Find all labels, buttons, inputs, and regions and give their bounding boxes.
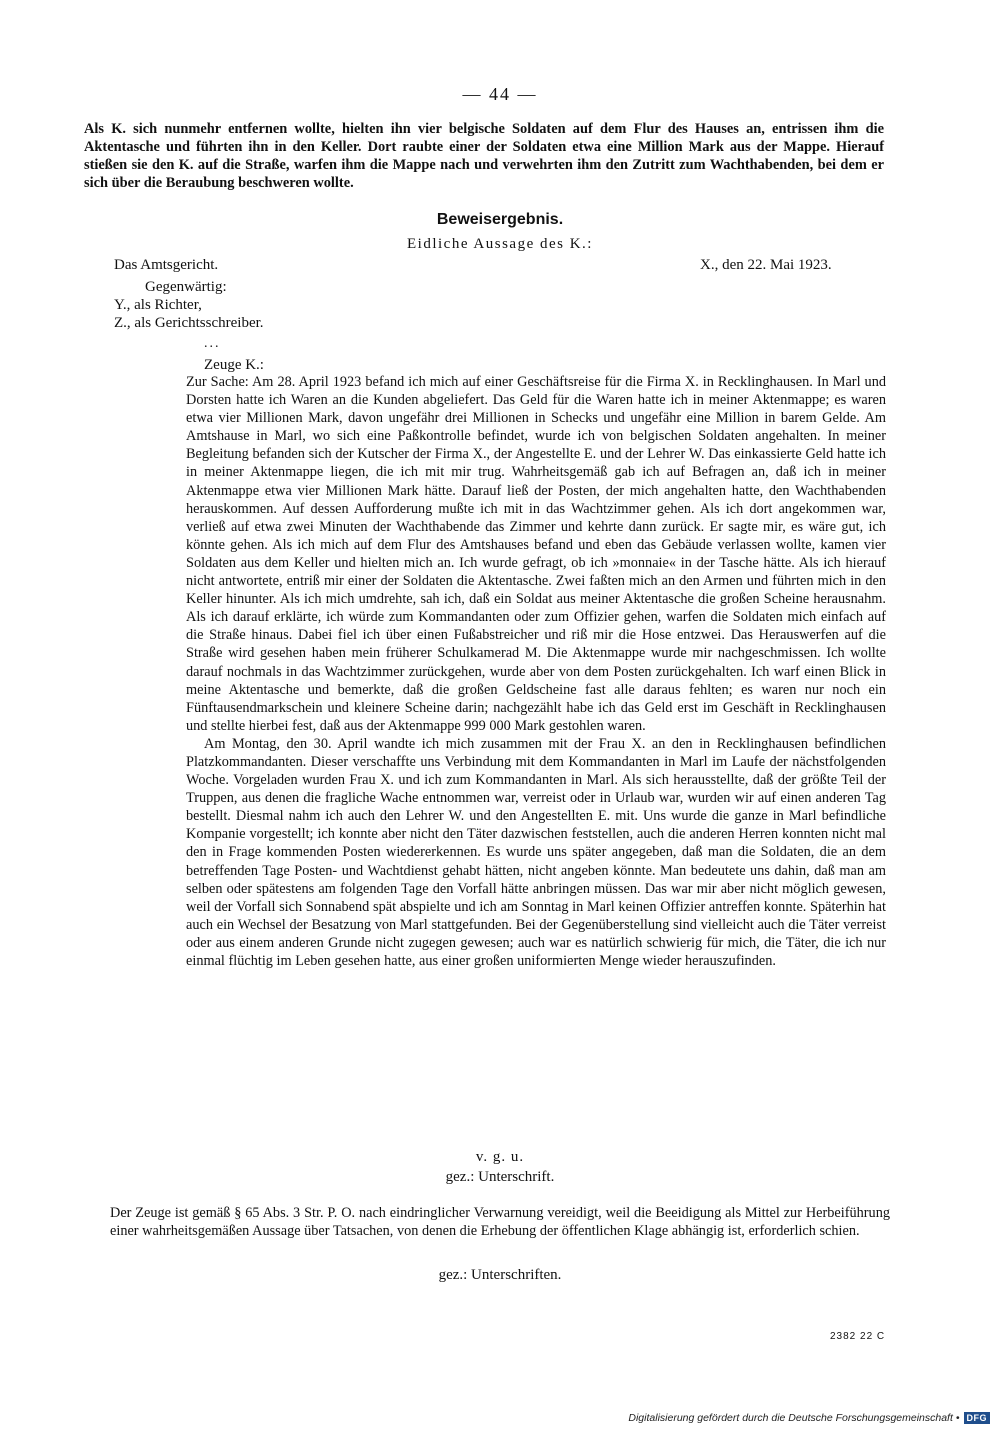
signatures-line: gez.: Unterschriften. [438,1267,562,1283]
intro-paragraph: Als K. sich nunmehr entfernen wollte, hielten ihn vier belgische Soldaten auf dem Flur des Hauses an, entrissen ihm die Aktentasche und führten ihn in den Keller. Dort raubte einer der Soldaten etwa eine Million Mark aus der Mappe. Hierauf stießen sie den K. auf die Straße, warfen ihm die Mappe nach und verwehrten ihm den Zutritt zum Wachthabenden, bei dem er sich über die Beraubung beschweren wollte. [84,121,884,191]
clerk-line: Z., als Gerichtsschreiber. [114,315,264,331]
section-heading: Beweisergebnis. [436,211,564,228]
digitization-footer [628,1412,990,1424]
dfg-logo: DFG [964,1412,991,1424]
testimony-body [186,373,886,970]
footer-text: Digitalisierung gefördert durch die Deutsche Forschungsgemeinschaft • [628,1412,960,1424]
judge-line: Y., als Richter, [114,297,202,313]
read-approved-signed: v. g. u. [475,1149,525,1165]
document-date: X., den 22. Mai 1923. [700,257,832,273]
closing-paragraph: Der Zeuge ist gemäß § 65 Abs. 3 Str. P. O. nach eindringlicher Verwarnung vereidigt, weil die Beeidigung als Mittel zur Herbeiführung einer wahrheitsgemäßen Aussage über Tatsachen, von denen die Erhebung der öffentlichen Klage abhängig ist, erforderlich schien. [110,1205,890,1239]
section-subheading: Eidliche Aussage des K.: [407,236,593,252]
testimony-paragraph: Am Montag, den 30. April wandte ich mich zusammen mit der Frau X. an den in Recklinghausen befindlichen Platzkommandanten. Dieser verschaffte uns Verbindung mit dem Kommandanten in Marl im Laufe der nächstfolgenden Woche. Vorgeladen wurden Frau X. und ich zum Kommandanten in Marl. Als sich herausstellte, daß der größte Teil der Truppen, aus denen die fragliche Wache entnommen war, verreist oder in Urlaub war, wurden wir auf einen anderen Tag bestellt. Diesmal nahm ich auch den Lehrer W. und den Angestellten E. mit. Uns wurde die ganze in Marl befindliche Kompanie vorgestellt; ich konnte aber nicht den Täter dazwischen feststellen, auch die anderen Herren konnten nicht mal den in Frage kommenden Posten wiedererkennen. Es wurde uns später angegeben, daß man die Soldaten, die an dem betreffenden Tage Posten- und Wachtdienst gehabt hätten, nicht angeben könnte. Man bedeutete uns dahin, daß man am selben oder spätestens am folgenden Tage den Vorfall hätte anbringen müssen. Das war mir aber nicht möglich gewesen, weil der Vorfall sich Sonnabend spät abspielte und ich am Sonntag in Marl keinen Offizier antreffen konnte. Späterhin hat auch ein Wechsel der Besatzung von Marl stattgefunden. Bei der Gegenüberstellung sind vielleicht auch die Täter verreist oder aus einem anderen Grunde nicht zugegen gewesen; auch war es natürlich schwierig für mich, die Täter, die ich nur einmal flüchtig im Leben gesehen hatte, aus einer großen uniformierten Menge wieder herauszufinden. [186,735,886,969]
omission-marker: ... [204,336,221,351]
witness-label: Zeuge K.: [204,357,264,373]
page-number: — 44 — [462,84,538,104]
court-name: Das Amtsgericht. [114,257,219,273]
testimony-paragraph: Zur Sache: Am 28. April 1923 befand ich mich auf einer Geschäftsreise für die Firma X. in Recklinghausen. In Marl und Dorsten hatte ich Waren an die Kunden abgeliefert. Das Geld für die Waren hatte ich in meiner Aktenmappe; es waren etwa vier Millionen Mark, davon ungefähr drei Millionen in Schecks und ungefähr eine Million in barem Gelde. Am Amtshause in Marl, wo sich eine Paßkontrolle befindet, wurde ich von belgischen Soldaten angehalten. In meiner Begleitung befanden sich der Kutscher der Firma X., der Angestellte E. und der Lehrer W. Das einkassierte Geld hatte ich in meiner Aktenmappe liegen, die ich mit mir trug. Wahrheitsgemäß gab ich auf Befragen an, daß ich in meiner Aktenmappe etwa vier Millionen Mark hätte. Darauf ließ der Posten, der mich angehalten hatte, den Wachthabenden herauskommen. Auf dessen Aufforderung mußte ich mit in das Wachtzimmer gehen. Als ich dort angekommen war, verließ auf etwa zwei Minuten der Wachthabende das Zimmer und kehrte dann zurück. Er sagte mir, es wäre gut, ich könnte gehen. Als ich mich auf dem Flur des Amtshauses befand und eben das Gebäude verlassen wollte, kamen vier Soldaten aus dem Keller und hielten mich an. Ich wurde gefragt, ob ich »monnaie« in der Tasche hätte. Als ich hierauf nicht antwortete, entriß mir einer der Soldaten die Aktentasche. Zwei faßten mich an den Armen und führten mich in den Keller hinunter. Als ich mich umdrehte, sah ich, daß ein Soldat aus meiner Aktentasche die großen Scheine herausnahm. Als ich darauf erklärte, ich würde zum Kommandanten oder zum Offizier gehen, warfen die Soldaten mich einfach auf die Straße hinaus. Dabei fiel ich über einen Fußabstreicher und riß mir die Hose entzwei. Das Herauswerfen auf die Straße wird gesehen haben mein früherer Schulkamerad M. Die Aktenmappe wurde mir nachgeschmissen. Ich wollte darauf nochmals in das Wachtzimmer zurückgehen, wurde aber von dem Posten zurückgehalten. Ich warf einen Blick in meine Aktentasche und bemerkte, daß die großen Geldscheine fast alle daraus fehlten; es waren nur noch ein Fünftausendmarkschein und kleinere Scheine darin; nachgezählt habe ich das Geld erst im Geschäft in Recklinghausen und stellte hierbei fest, daß aus der Aktenmappe 999 000 Mark gestohlen waren. [186,374,886,734]
present-label: Gegenwärtig: [145,279,227,295]
print-code: 2382 22 C [830,1331,886,1342]
signature-line: gez.: Unterschrift. [445,1169,555,1185]
